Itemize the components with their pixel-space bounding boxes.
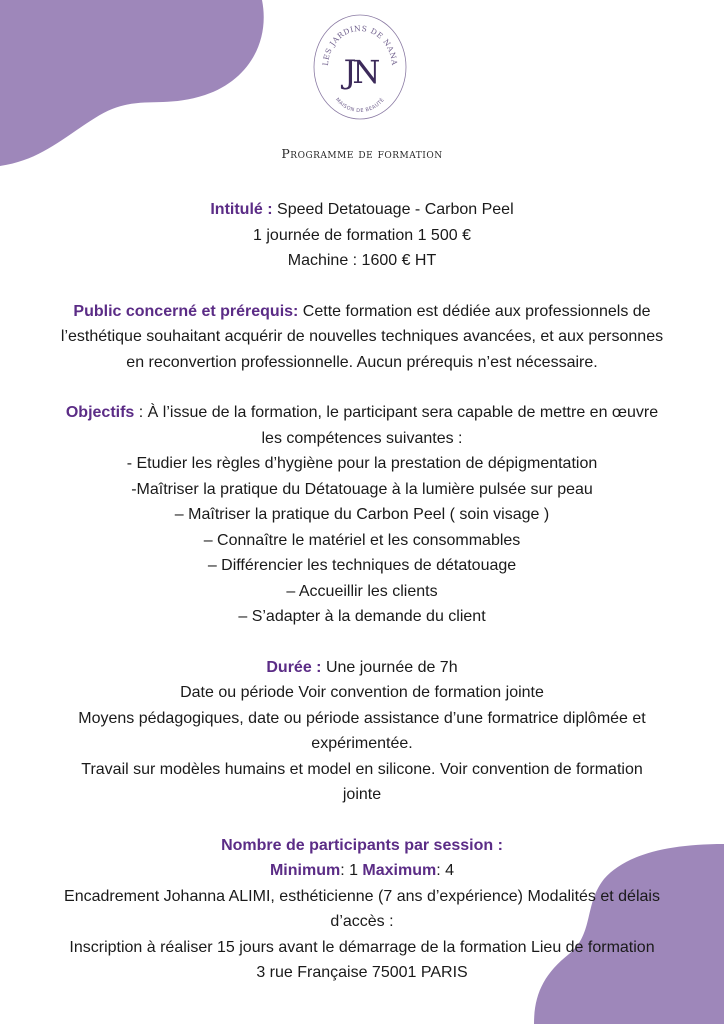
document-subtitle: Programme de formation [281,146,443,161]
objectif-item: – S’adapter à la demande du client [238,608,486,625]
duree-detail-line: Date ou période Voir convention de formation jointe [180,684,544,701]
duree-line [0,655,724,681]
objectif-item: - Etudier les règles d’hygiène pour la prestation de dépigmentation [126,455,598,472]
logo-monogram: JN [343,53,377,91]
objectif-item: – Maîtriser la pratique du Carbon Peel ( soin visage ) [174,506,550,523]
minimum-label: Minimum [269,862,341,879]
brand-logo [310,12,410,122]
public-value: Cette formation est dédiée aux professionnels de [298,302,651,320]
maximum-label: Maximum [362,862,437,879]
public-label: Public concerné et prérequis: [73,302,299,320]
duree-detail-line: expérimentée. [311,735,413,752]
minimum-value: : 1 [340,862,363,879]
document-body [0,197,724,986]
maximum-value: : 4 [436,862,455,879]
public-line-2: l’esthétique souhaitant acquérir de nouvelles techniques avancées, et aux personnes [60,328,664,345]
objectif-item: -Maîtriser la pratique du Détatouage à la lumière pulsée sur peau [131,480,593,498]
participants-label: Nombre de participants par session : [221,836,503,854]
public-line [0,299,724,325]
intitule-duration: 1 journée de formation 1 500 € [253,226,471,244]
objectif-item: – Différencier les techniques de détatouage [207,557,517,574]
participants-limits [0,858,724,884]
svg-text:MAISON DE BEAUTÉ [334,96,386,114]
intitule-machine: Machine : 1600 € HT [287,252,437,269]
participants-detail-line: d’accès : [330,913,394,930]
duree-detail-line: Travail sur modèles humains et model en silicone. Voir convention de formation [81,760,643,778]
duree-label: Durée : [266,658,322,676]
intitule-label: Intitulé : [210,201,273,218]
participants-address: 3 rue Française 75001 PARIS [256,964,468,981]
objectifs-value: : À l’issue de la formation, le participant sera capable de mettre en œuvre [134,404,659,421]
objectif-item: – Accueillir les clients [286,582,438,600]
intitule-value: Speed Detatouage - Carbon Peel [272,201,514,218]
duree-value: Une journée de 7h [321,658,458,676]
objectifs-label: Objectifs [65,404,135,421]
objectifs-line [0,400,724,426]
intitule-line [0,197,724,223]
logo-bottom-text: MAISON DE BEAUTÉ [334,96,386,115]
duree-detail-line: Moyens pédagogiques, date ou période assistance d’une formatrice diplômée et [78,709,646,727]
duree-detail-line: jointe [342,786,382,803]
logo-arc-text: LES JARDINS DE NANA [320,23,400,67]
participants-detail-line: Encadrement Johanna ALIMI, esthéticienne (7 ans d’expérience) Modalités et délais [64,887,660,905]
public-line-3: en reconvertion professionnelle. Aucun prérequis n’est nécessaire. [126,353,598,371]
objectif-item: – Connaître le matériel et les consommables [203,531,521,549]
participants-detail-line: Inscription à réaliser 15 jours avant le démarrage de la formation Lieu de formation [69,938,655,956]
decorative-blob-top-left [0,0,270,170]
objectifs-line-2: les compétences suivantes : [261,429,463,447]
